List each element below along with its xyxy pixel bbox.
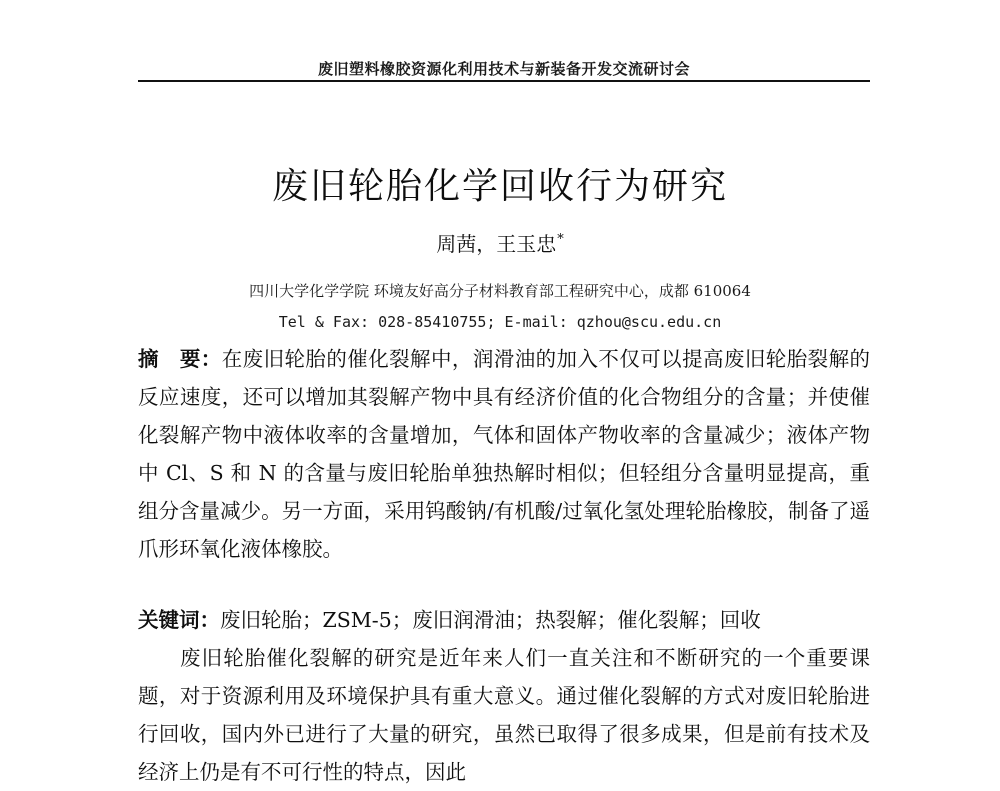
abstract <box>138 340 870 568</box>
intro-paragraph: 废旧轮胎催化裂解的研究是近年来人们一直关注和不断研究的一个重要课题，对于资源利用及环境保护具有重大意义。通过催化裂解的方式对废旧轮胎进行回收，国内外已进行了大量的研究，虽然已取得了很多成果，但是前有技术及经济上仍是有不可行性的特点，因此 <box>138 646 870 784</box>
corresponding-author-mark: * <box>557 232 564 248</box>
abstract-label: 摘 要： <box>138 347 222 371</box>
keywords <box>138 601 870 639</box>
affiliation: 四川大学化学学院 环境友好高分子材料教育部工程研究中心，成都 610064 <box>249 282 751 300</box>
keywords-text: 废旧轮胎；ZSM-5；废旧润滑油；热裂解；催化裂解；回收 <box>220 608 761 632</box>
author-line <box>0 228 1000 257</box>
author-names: 周茜，王玉忠 <box>436 232 557 256</box>
keywords-label: 关键词： <box>138 608 220 632</box>
running-header: 废旧塑料橡胶资源化利用技术与新装备开发交流研讨会 <box>317 60 690 78</box>
paper-title: 废旧轮胎化学回收行为研究 <box>271 166 728 208</box>
contact-info: Tel & Fax: 028-85410755; E-mail: qzhou@scu.edu.cn <box>278 313 722 331</box>
header-rule <box>138 80 870 82</box>
abstract-text: 在废旧轮胎的催化裂解中，润滑油的加入不仅可以提高废旧轮胎裂解的反应速度，还可以增加其裂解产物中具有经济价值的化合物组分的含量；并使催化裂解产物中液体收率的含量增加，气体和固体产物收率的含量减少；液体产物中 Cl、S 和 N 的含量与废旧轮胎单独热解时相似；但轻组分含量明显提高，重组分含量减少。另一方面，采用钨酸钠/有机酸/过氧化氢处理轮胎橡胶，制备了遥爪形环氧化液体橡胶。 <box>138 347 871 561</box>
